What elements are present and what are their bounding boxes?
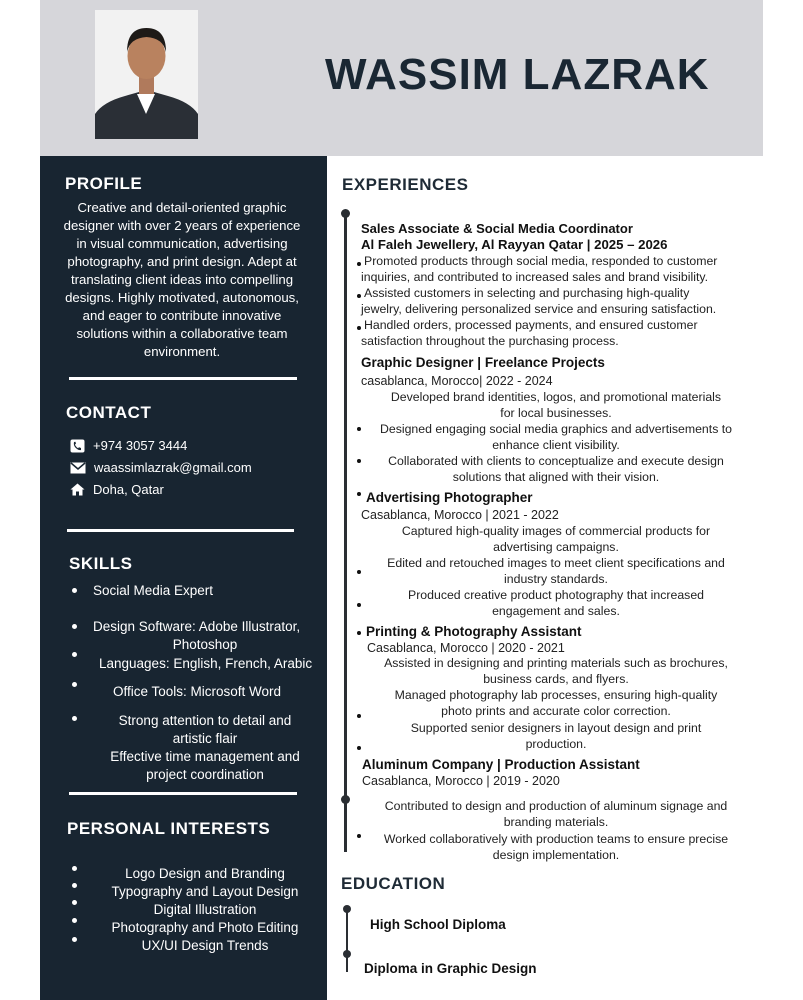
job-line: for local businesses. bbox=[500, 406, 612, 420]
job-line: Captured high-quality images of commercial products for bbox=[401, 524, 711, 538]
job-line: production. bbox=[525, 737, 587, 751]
profile-heading: PROFILE bbox=[65, 174, 143, 193]
job-line: Produced creative product photography that increased bbox=[408, 588, 704, 602]
job-subtitle: Casablanca, Morocco | 2019 - 2020 bbox=[362, 774, 560, 788]
job-subtitle: casablanca, Morocco| 2022 - 2024 bbox=[361, 374, 553, 388]
divider bbox=[69, 377, 297, 380]
profile-line: Creative and detail-oriented graphic bbox=[77, 200, 287, 215]
job-line: Handled orders, processed payments, and ensured customer bbox=[364, 318, 698, 332]
interest-item: Digital Illustration bbox=[153, 902, 257, 917]
job-line: Edited and retouched images to meet client specifications and bbox=[387, 556, 725, 570]
timeline-dot bbox=[343, 950, 351, 958]
job-subtitle: Casablanca, Morocco | 2021 - 2022 bbox=[361, 508, 559, 522]
job-title: Printing & Photography Assistant bbox=[366, 624, 582, 639]
job-title: Graphic Designer | Freelance Projects bbox=[361, 355, 605, 370]
job-line: Assisted customers in selecting and purchasing high-quality bbox=[364, 286, 690, 300]
job-line: Supported senior designers in layout design and print bbox=[410, 721, 702, 735]
bullet bbox=[72, 624, 77, 629]
contact-heading: CONTACT bbox=[66, 403, 152, 422]
job-line: enhance client visibility. bbox=[492, 438, 620, 452]
skill-item: Photoshop bbox=[172, 637, 238, 652]
education-item: High School Diploma bbox=[370, 917, 506, 932]
job-line: design implementation. bbox=[492, 848, 620, 862]
experiences-heading: EXPERIENCES bbox=[342, 175, 469, 194]
bullet bbox=[72, 652, 77, 657]
bullet bbox=[357, 631, 361, 635]
job-line: advertising campaigns. bbox=[493, 540, 619, 554]
skill-item: Design Software: Adobe Illustrator, bbox=[93, 619, 301, 634]
divider bbox=[67, 529, 294, 532]
education-heading: EDUCATION bbox=[341, 874, 446, 893]
timeline-line bbox=[344, 214, 347, 852]
skill-item: Office Tools: Microsoft Word bbox=[113, 684, 282, 699]
profile-line: environment. bbox=[143, 344, 221, 359]
skill-item: artistic flair bbox=[172, 731, 238, 746]
home-icon bbox=[70, 483, 85, 496]
job-title: Sales Associate & Social Media Coordinator bbox=[361, 221, 633, 236]
profile-line: photography, and print design. Adept at bbox=[67, 254, 297, 269]
job-subtitle: Al Faleh Jewellery, Al Rayyan Qatar | 2025 – 2026 bbox=[361, 237, 668, 252]
location-text: Doha, Qatar bbox=[93, 482, 164, 497]
contact-phone bbox=[70, 438, 187, 453]
bullet bbox=[72, 716, 77, 721]
skill-item: Languages: English, French, Arabic bbox=[99, 656, 313, 671]
person-photo-icon bbox=[95, 10, 198, 139]
email-address: waassimlazrak@gmail.com bbox=[94, 460, 252, 475]
interest-item: Photography and Photo Editing bbox=[111, 920, 299, 935]
skills-heading: SKILLS bbox=[69, 554, 133, 573]
job-line: engagement and sales. bbox=[492, 604, 620, 618]
job-subtitle: Casablanca, Morocco | 2020 - 2021 bbox=[367, 641, 565, 655]
bullet bbox=[72, 588, 77, 593]
bullet bbox=[357, 294, 361, 298]
job-line: industry standards. bbox=[504, 572, 608, 586]
skill-item: Social Media Expert bbox=[93, 583, 214, 598]
job-line: Worked collaboratively with production teams to ensure precise bbox=[383, 832, 729, 846]
job-line: Assisted in designing and printing materials such as brochures, bbox=[384, 656, 728, 670]
job-line: solutions that aligned with their vision. bbox=[452, 470, 660, 484]
skill-item: Strong attention to detail and bbox=[118, 713, 292, 728]
job-line: Developed brand identities, logos, and promotional materials bbox=[390, 390, 722, 404]
job-line: jewelry, delivering personalized service and ensuring satisfaction. bbox=[361, 302, 717, 316]
timeline-dot bbox=[343, 905, 351, 913]
divider bbox=[69, 792, 297, 795]
bullet bbox=[357, 492, 361, 496]
contact-location bbox=[70, 482, 164, 497]
job-title: Aluminum Company | Production Assistant bbox=[362, 757, 640, 772]
profile-summary bbox=[46, 199, 318, 361]
job-line: satisfaction throughout the purchasing process. bbox=[361, 334, 619, 348]
skill-item: Effective time management and bbox=[110, 749, 300, 764]
job-line: Designed engaging social media graphics and advertisements to bbox=[379, 422, 733, 436]
education-item: Diploma in Graphic Design bbox=[364, 961, 537, 976]
phone-number: +974 3057 3444 bbox=[93, 438, 188, 453]
profile-line: and eager to contribute innovative bbox=[82, 308, 282, 323]
skill-item: project coordination bbox=[146, 767, 264, 782]
profile-line: translating client ideas into compelling bbox=[70, 272, 294, 287]
profile-line: solutions within a collaborative team bbox=[76, 326, 288, 341]
bullet bbox=[357, 262, 361, 266]
job-line: Collaborated with clients to conceptualize and execute design bbox=[388, 454, 724, 468]
full-name: WASSIM LAZRAK bbox=[325, 50, 710, 99]
timeline-dot bbox=[341, 209, 350, 218]
contact-email bbox=[70, 460, 252, 475]
interest-item: Logo Design and Branding bbox=[125, 866, 285, 881]
timeline-dot bbox=[341, 795, 350, 804]
job-line: business cards, and flyers. bbox=[483, 672, 629, 686]
job-line: Managed photography lab processes, ensuring high-quality bbox=[394, 688, 718, 702]
interests-heading: PERSONAL INTERESTS bbox=[67, 819, 271, 838]
profile-line: in visual communication, advertising bbox=[76, 236, 288, 251]
job-line: Promoted products through social media, responded to customer bbox=[364, 254, 718, 268]
bullet bbox=[357, 326, 361, 330]
job-line: Contributed to design and production of aluminum signage and bbox=[384, 799, 728, 813]
profile-photo bbox=[95, 10, 198, 139]
job-line: inquiries, and contributed to increased sales and brand visibility. bbox=[361, 270, 709, 284]
profile-line: designs. Highly motivated, autonomous, bbox=[65, 290, 299, 305]
interest-item: UX/UI Design Trends bbox=[141, 938, 269, 953]
phone-icon bbox=[70, 439, 85, 453]
bullet bbox=[72, 682, 77, 687]
job-line: branding materials. bbox=[503, 815, 609, 829]
interest-item: Typography and Layout Design bbox=[111, 884, 299, 899]
profile-line: designer with over 2 years of experience bbox=[63, 218, 301, 233]
job-title: Advertising Photographer bbox=[366, 490, 533, 505]
education-timeline bbox=[346, 908, 348, 972]
mail-icon bbox=[70, 462, 86, 474]
job-line: photo prints and accurate color correction. bbox=[441, 704, 671, 718]
